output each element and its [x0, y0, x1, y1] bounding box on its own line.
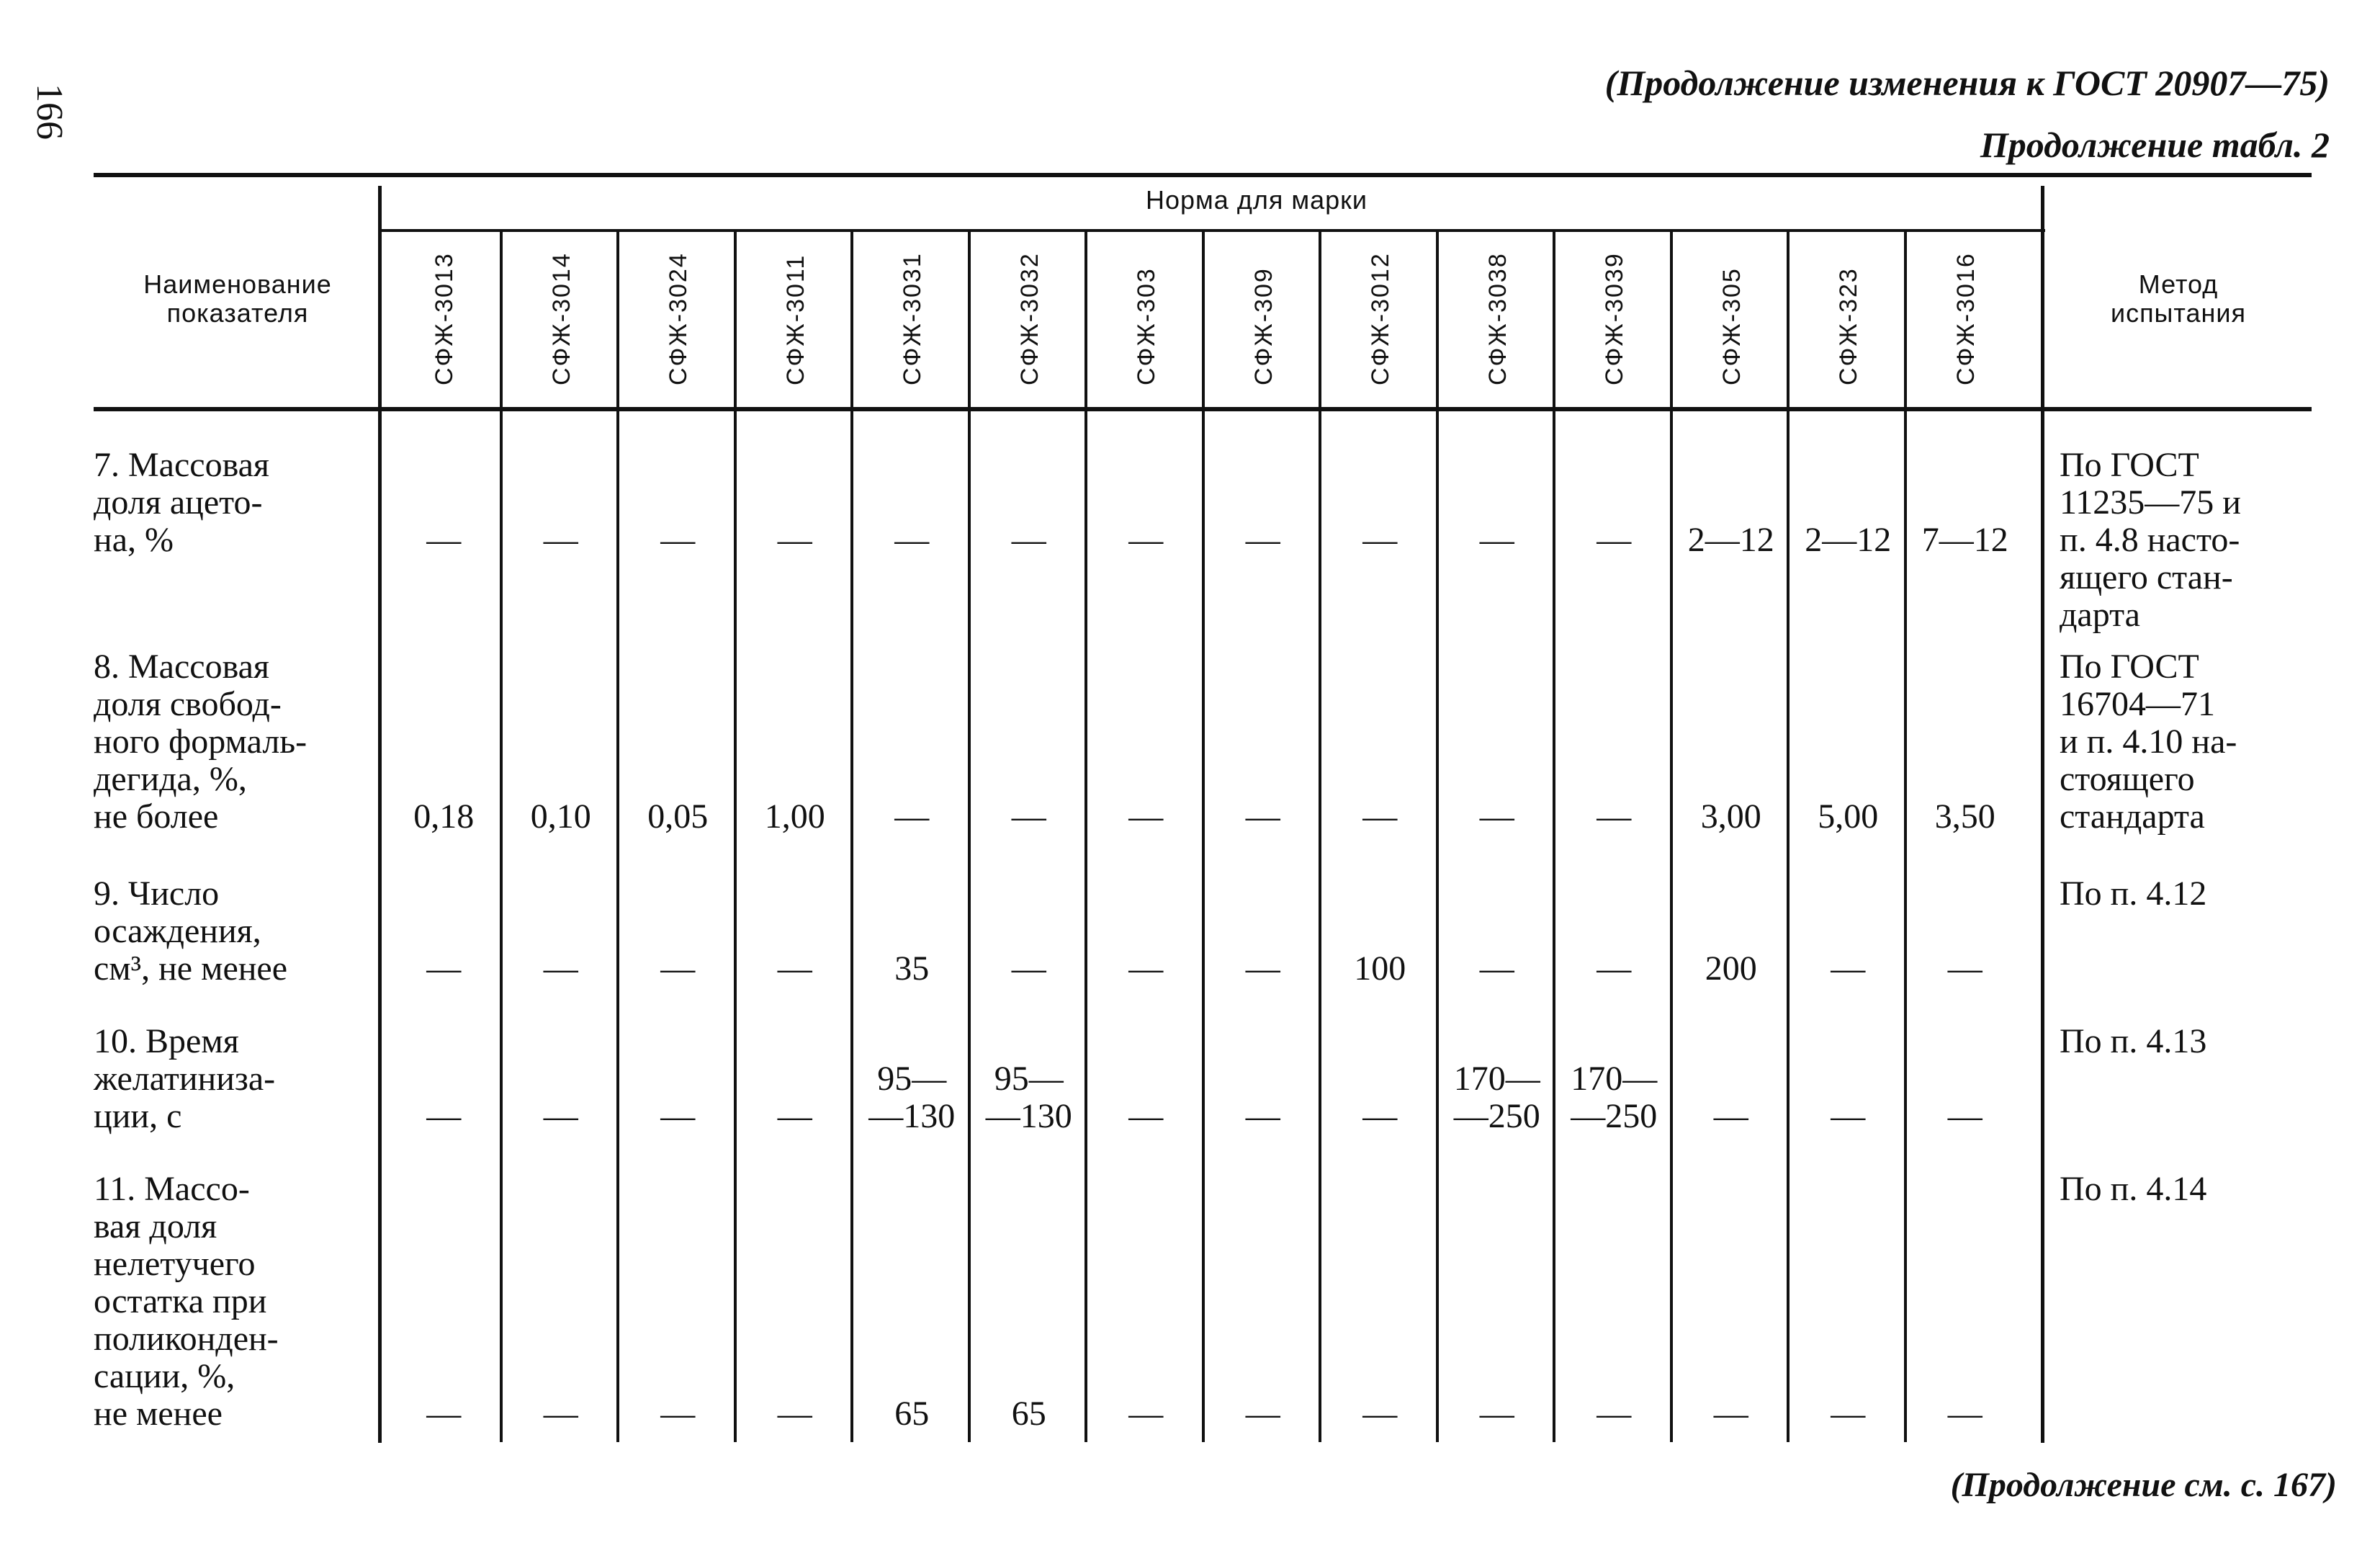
table-cell: — [543, 1097, 578, 1135]
table-cell: — [1245, 521, 1280, 559]
divider-grade-column [500, 232, 503, 1442]
grade-header: СФЖ-309 [1249, 267, 1277, 385]
table-cell: 100 [1354, 949, 1406, 988]
table-cell: — [777, 1395, 812, 1433]
table-cell: — [1011, 521, 1046, 559]
table-cell: — [1947, 1097, 1982, 1135]
column-header-name: Наименование показателя [143, 269, 332, 328]
table-cell: — [1245, 1097, 1280, 1135]
table-cell: 3,50 [1934, 797, 1995, 836]
table-top-rule [94, 173, 2312, 177]
divider-name-column [378, 186, 382, 1443]
divider-grade-column [1670, 232, 1673, 1442]
divider-grade-column [968, 232, 971, 1442]
table-cell: 95— —130 [985, 1060, 1072, 1135]
row-method: По ГОСТ 11235—75 и п. 4.8 насто- ящего стан- дарта [2060, 446, 2241, 634]
grade-header: СФЖ-3014 [547, 252, 575, 385]
table-cell: — [1597, 949, 1632, 988]
row-name: 7. Массовая доля ацето- на, % [94, 446, 270, 559]
table-cell: 2—12 [1687, 521, 1774, 559]
table-cell: — [1479, 1395, 1514, 1433]
table-cell: — [543, 521, 578, 559]
table-cell: — [543, 1395, 578, 1433]
table-cell: — [1597, 1395, 1632, 1433]
divider-grade-column [1787, 232, 1790, 1442]
divider-grade-column [1319, 232, 1321, 1442]
grade-header: СФЖ-3031 [899, 252, 927, 385]
header-table-continuation: Продолжение табл. 2 [1980, 125, 2330, 165]
header-amendment: (Продолжение изменения к ГОСТ 20907—75) [1604, 63, 2330, 103]
table-cell: 200 [1705, 949, 1757, 988]
table-cell: — [1128, 797, 1164, 836]
table-cell: — [660, 521, 696, 559]
table-cell: — [426, 1395, 462, 1433]
table-cell: — [1947, 1395, 1982, 1433]
row-name: 8. Массовая доля свобод- ного формаль- дегида, %, не более [94, 648, 307, 836]
table-cell: 7—12 [1921, 521, 2008, 559]
table-cell: — [1597, 521, 1632, 559]
table-cell: — [1479, 797, 1514, 836]
divider-method-column [2041, 186, 2044, 1443]
table-cell: — [1362, 1097, 1398, 1135]
table-cell: — [1128, 1097, 1164, 1135]
grade-header: СФЖ-3012 [1367, 252, 1395, 385]
table-cell: — [1597, 797, 1632, 836]
table-cell: — [1479, 521, 1514, 559]
divider-grade-column [1436, 232, 1439, 1442]
page-number: 166 [29, 84, 70, 140]
table-cell: — [1245, 797, 1280, 836]
table-cell: — [894, 521, 930, 559]
table-cell: — [1245, 1395, 1280, 1433]
column-header-norm: Норма для марки [1146, 185, 1368, 215]
divider-grade-column [850, 232, 853, 1442]
row-method: По п. 4.14 [2060, 1170, 2207, 1208]
table-cell: — [1128, 521, 1164, 559]
grade-header: СФЖ-323 [1835, 267, 1863, 385]
grade-header: СФЖ-3024 [665, 252, 693, 385]
grade-header: СФЖ-3011 [781, 254, 809, 385]
grade-header: СФЖ-303 [1133, 267, 1161, 385]
row-method: По п. 4.12 [2060, 874, 2207, 913]
table-cell: — [1011, 797, 1046, 836]
divider-grade-column [616, 232, 619, 1442]
row-name: 9. Число осаждения, см³, не менее [94, 874, 288, 988]
row-name: 10. Время желатиниза- ции, с [94, 1022, 276, 1135]
table-cell: — [1831, 1395, 1866, 1433]
table-cell: — [777, 1097, 812, 1135]
row-method: По п. 4.13 [2060, 1022, 2207, 1060]
table-cell: — [1947, 949, 1982, 988]
divider-grade-column [1202, 232, 1205, 1442]
table-cell: — [1011, 949, 1046, 988]
table-cell: — [1362, 1395, 1398, 1433]
grade-header: СФЖ-3013 [431, 252, 459, 385]
table-cell: — [426, 1097, 462, 1135]
divider-grade-column [734, 232, 737, 1442]
table-cell: — [660, 1395, 696, 1433]
table-cell: — [660, 949, 696, 988]
table-cell: — [426, 521, 462, 559]
grade-header: СФЖ-3016 [1952, 252, 1980, 385]
norm-header-rule [382, 229, 2045, 232]
table-cell: 95— —130 [868, 1060, 956, 1135]
grade-header: СФЖ-3039 [1601, 252, 1629, 385]
table-cell: 1,00 [764, 797, 825, 836]
table-cell: — [1479, 949, 1514, 988]
table-cell: — [1245, 949, 1280, 988]
divider-grade-column [1085, 232, 1087, 1442]
footer-continuation: (Продолжение см. с. 167) [1950, 1466, 2337, 1504]
table-cell: 3,00 [1700, 797, 1761, 836]
column-header-method: Метод испытания [2110, 269, 2247, 328]
table-cell: 170— —250 [1453, 1060, 1540, 1135]
table-cell: — [777, 521, 812, 559]
table-cell: — [777, 949, 812, 988]
table-cell: — [1831, 949, 1866, 988]
table-cell: — [1128, 1395, 1164, 1433]
table-cell: — [1713, 1395, 1748, 1433]
table-cell: 0,05 [647, 797, 709, 836]
table-cell: 170— —250 [1571, 1060, 1658, 1135]
table-cell: 2—12 [1805, 521, 1892, 559]
table-cell: — [660, 1097, 696, 1135]
row-name: 11. Массо- вая доля нелетучего остатка при поликонден- сации, %, не менее [94, 1170, 279, 1433]
table-cell: 5,00 [1818, 797, 1879, 836]
table-cell: — [894, 797, 930, 836]
table-cell: 0,10 [530, 797, 591, 836]
table-cell: — [1362, 797, 1398, 836]
divider-grade-column [1904, 232, 1907, 1442]
table-cell: 0,18 [413, 797, 475, 836]
grade-header: СФЖ-305 [1717, 267, 1746, 385]
table-cell: — [543, 949, 578, 988]
table-cell: — [1713, 1097, 1748, 1135]
table-cell: 65 [894, 1395, 930, 1433]
table-cell: — [426, 949, 462, 988]
grade-header: СФЖ-3038 [1483, 252, 1512, 385]
divider-grade-column [1553, 232, 1555, 1442]
table-cell: 35 [894, 949, 930, 988]
table-cell: — [1362, 521, 1398, 559]
spec-table [94, 173, 2312, 1455]
table-cell: — [1831, 1097, 1866, 1135]
row-method: По ГОСТ 16704—71 и п. 4.10 на- стоящего стандарта [2060, 648, 2237, 836]
grade-header: СФЖ-3032 [1015, 252, 1043, 385]
table-cell: 65 [1011, 1395, 1046, 1433]
table-cell: — [1128, 949, 1164, 988]
